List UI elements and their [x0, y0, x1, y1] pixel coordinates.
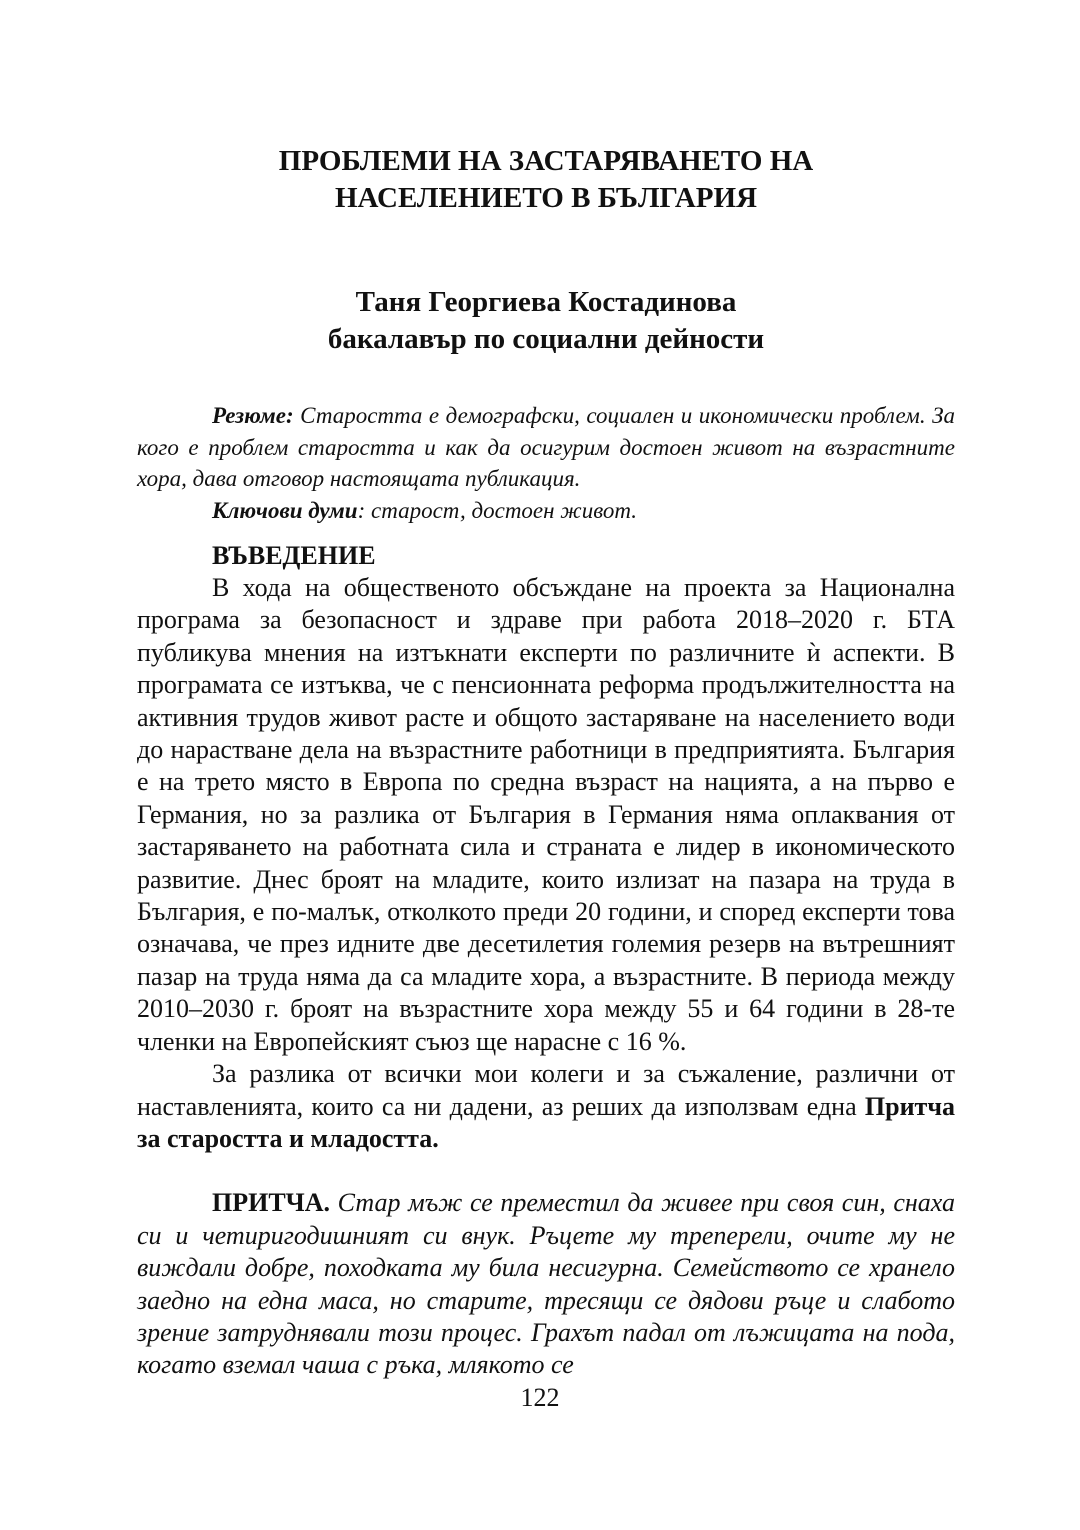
author-block [137, 284, 955, 358]
page-content [137, 143, 955, 1382]
keywords-label: Ключови думи [212, 497, 358, 523]
title-line-2: НАСЕЛЕНИЕТО В БЪЛГАРИЯ [334, 182, 758, 214]
parable-block [137, 1187, 955, 1381]
article-title [137, 143, 955, 217]
introduction-paragraph-2 [137, 1058, 955, 1155]
introduction-paragraph-1: В хода на общественото обсъждане на проекта за Национална програма за безопасност и здраве при работа 2018–2020 г. БТА публикува мнения на изтъкнати експерти по различните ѝ аспекти. В програмата се изтъква, че с пенсионната реформа продължителността на активния трудов живот расте и общото застаряване на населението води до нарастване дела на възрастните работници в предприятията. България е на трето място в Европа по средна възраст на нацията, а на първо е Германия, но за разлика от България в Германия няма оплаквания от застаряването на работната сила и страната е лидер в икономическото развитие. Днес броят на младите, които излизат на пазара на труда в България, е по-малък, отколкото преди 20 години, и според експерти това означава, че през идните две десетилетия големия резерв на вътрешният пазар на труда няма да са младите хора, а възрастните. В периода между 2010–2030 г. броят на възрастните хора между 55 и 64 години в 28-те членки на Европейският съюз ще нарасне с 16 %. [137, 573, 955, 1056]
page-number: 122 [520, 1383, 560, 1412]
keywords-text: : старост, достоен живот. [357, 497, 638, 523]
parable-text: Стар мъж се преместил да живее при своя син, снаха си и четиригодишният си внук. Ръцете му треперели, очите му не виждали добре, походката му била несигурна. Семейството се хранело заедно на една маса, но старите, тресящи се дядови ръце и слабото зрение затруднявали този процес. Грахът падал от лъжицата на пода, когато вземал чаша с ръка, млякото се [137, 1188, 955, 1380]
author-name: Таня Георгиева Костадинова [355, 286, 737, 318]
abstract-paragraph [137, 400, 955, 495]
parable-paragraph [137, 1187, 955, 1381]
parable-label: ПРИТЧА. [212, 1188, 331, 1218]
author-degree: бакалавър по социални дейности [327, 323, 765, 355]
abstract-label: Резюме: [212, 403, 294, 428]
introduction-paragraph-2-text: За разлика от всички мои колеги и за съжаление, различни от наставленията, които са ни дадени, аз реших да използвам една [137, 1059, 955, 1121]
keywords-paragraph [137, 495, 955, 527]
introduction-body [137, 572, 955, 1155]
abstract-block [137, 400, 955, 526]
title-line-1: ПРОБЛЕМИ НА ЗАСТАРЯВАНЕТО НА [278, 145, 814, 177]
section-heading: ВЪВЕДЕНИЕ [212, 541, 376, 570]
abstract-text: Старостта е демографски, социален и икономически проблем. За кого е проблем старостта и как да осигурим достоен живот на възрастните хора, дава отговор настоящата публикация. [137, 403, 955, 491]
parable-title: Притча за старостта и младостта. [137, 1091, 955, 1153]
